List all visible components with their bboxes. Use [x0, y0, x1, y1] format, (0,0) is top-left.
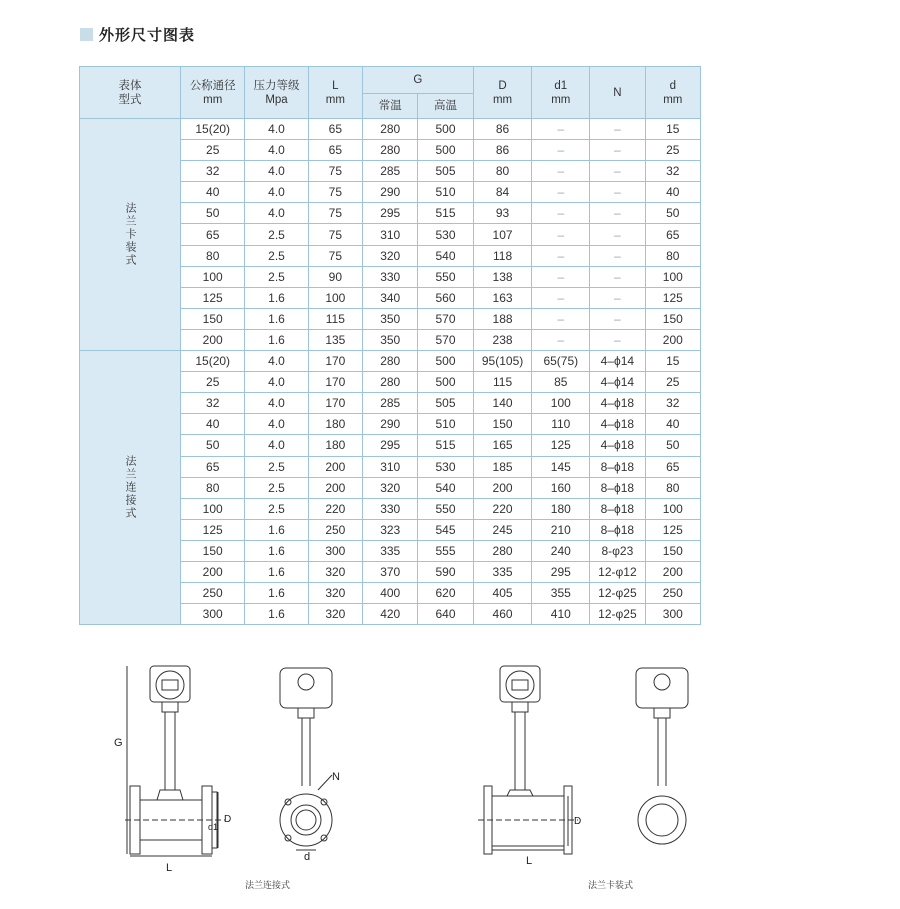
table-cell: 500 — [418, 140, 473, 161]
flanged-caption: 法兰连接式 — [245, 881, 291, 891]
table-cell: 405 — [473, 583, 532, 604]
table-cell: 8-φ23 — [590, 540, 645, 561]
table-cell: 4.0 — [245, 140, 308, 161]
table-cell: 180 — [308, 414, 362, 435]
table-cell: 1.6 — [245, 308, 308, 329]
table-cell: 460 — [473, 604, 532, 625]
table-cell: – — [532, 140, 590, 161]
table-cell: 8–ϕ18 — [590, 519, 645, 540]
table-row — [80, 119, 701, 140]
header-pressure-label: 压力等级 Mpa — [253, 79, 300, 106]
table-cell: 510 — [418, 182, 473, 203]
table-cell: 32 — [181, 393, 245, 414]
table-cell: 200 — [181, 561, 245, 582]
table-cell: 238 — [473, 329, 532, 350]
table-cell: 118 — [473, 245, 532, 266]
table-cell: 370 — [363, 561, 418, 582]
table-cell: 8–ϕ18 — [590, 456, 645, 477]
table-cell: – — [590, 287, 645, 308]
table-cell: – — [590, 119, 645, 140]
table-cell: 300 — [308, 540, 362, 561]
table-cell: 8–ϕ18 — [590, 498, 645, 519]
header-L-label: L mm — [325, 79, 345, 106]
table-cell: 320 — [308, 561, 362, 582]
table-cell: 75 — [308, 182, 362, 203]
table-cell: 180 — [532, 498, 590, 519]
wafer-front-view — [484, 666, 572, 854]
table-cell: 12-φ25 — [590, 604, 645, 625]
table-cell: 2.5 — [245, 224, 308, 245]
table-cell: 86 — [473, 140, 532, 161]
table-cell: 420 — [363, 604, 418, 625]
header-L — [308, 67, 362, 119]
table-cell: 1.6 — [245, 287, 308, 308]
table-cell: 400 — [363, 583, 418, 604]
table-cell: 15 — [645, 351, 700, 372]
table-cell: 80 — [181, 245, 245, 266]
header-G-normal: 常温 — [363, 94, 418, 119]
table-cell: 65 — [308, 119, 362, 140]
table-cell: 4–ϕ18 — [590, 393, 645, 414]
table-cell: 85 — [532, 372, 590, 393]
table-cell: 65 — [181, 456, 245, 477]
table-cell: 200 — [181, 329, 245, 350]
table-cell: 1.6 — [245, 540, 308, 561]
header-d-label: d mm — [663, 79, 683, 106]
table-cell: 25 — [645, 140, 700, 161]
table-cell: 330 — [363, 498, 418, 519]
table-cell: 295 — [532, 561, 590, 582]
table-cell: 330 — [363, 266, 418, 287]
label-G: G — [114, 737, 123, 749]
table-cell: – — [590, 329, 645, 350]
table-cell: 50 — [645, 203, 700, 224]
table-cell: – — [590, 224, 645, 245]
header-nominal-label: 公称通径 mm — [189, 79, 236, 106]
table-cell: 220 — [308, 498, 362, 519]
table-cell: – — [532, 182, 590, 203]
table-cell: 107 — [473, 224, 532, 245]
table-cell: 25 — [645, 372, 700, 393]
table-cell: – — [590, 245, 645, 266]
table-cell: 515 — [418, 203, 473, 224]
table-cell: 180 — [308, 435, 362, 456]
table-cell: 4.0 — [245, 435, 308, 456]
table-cell: 545 — [418, 519, 473, 540]
header-D-label: D mm — [492, 79, 513, 106]
table-cell: 280 — [363, 351, 418, 372]
table-cell: 530 — [418, 456, 473, 477]
table-cell: 320 — [308, 604, 362, 625]
flanged-side-view — [280, 668, 332, 846]
table-cell: 150 — [645, 540, 700, 561]
table-cell: 125 — [645, 287, 700, 308]
header-pressure — [245, 67, 308, 119]
table-cell: 335 — [473, 561, 532, 582]
table-cell: 50 — [181, 203, 245, 224]
table-cell: 125 — [181, 287, 245, 308]
table-cell: 620 — [418, 583, 473, 604]
header-N: N — [590, 67, 645, 119]
table-cell: 515 — [418, 435, 473, 456]
table-cell: – — [590, 203, 645, 224]
table-cell: 280 — [363, 140, 418, 161]
table-cell: 505 — [418, 161, 473, 182]
table-cell: 300 — [181, 604, 245, 625]
table-cell: 125 — [181, 519, 245, 540]
table-cell: 185 — [473, 456, 532, 477]
table-cell: 4.0 — [245, 372, 308, 393]
table-cell: 410 — [532, 604, 590, 625]
header-d1 — [532, 67, 590, 119]
table-cell: 65 — [181, 224, 245, 245]
table-cell: 140 — [473, 393, 532, 414]
table-cell: 2.5 — [245, 245, 308, 266]
table-cell: 40 — [645, 414, 700, 435]
table-cell: 100 — [181, 498, 245, 519]
table-cell: 4.0 — [245, 161, 308, 182]
table-cell: – — [532, 245, 590, 266]
table-cell: 80 — [645, 477, 700, 498]
table-cell: 640 — [418, 604, 473, 625]
table-cell: 25 — [181, 372, 245, 393]
table-cell: 4–ϕ18 — [590, 414, 645, 435]
table-cell: 1.6 — [245, 561, 308, 582]
table-cell: 245 — [473, 519, 532, 540]
table-cell: 32 — [181, 161, 245, 182]
wafer-side-view — [636, 668, 688, 844]
table-cell: 1.6 — [245, 583, 308, 604]
table-cell: 530 — [418, 224, 473, 245]
table-cell: 115 — [473, 372, 532, 393]
table-cell: – — [532, 329, 590, 350]
table-cell: 65(75) — [532, 351, 590, 372]
table-cell: 50 — [181, 435, 245, 456]
table-cell: 200 — [645, 561, 700, 582]
table-cell: 80 — [473, 161, 532, 182]
table-cell: 300 — [645, 604, 700, 625]
table-cell: 110 — [532, 414, 590, 435]
table-cell: 2.5 — [245, 498, 308, 519]
table-cell: 170 — [308, 393, 362, 414]
table-cell: 285 — [363, 161, 418, 182]
table-cell: – — [532, 224, 590, 245]
table-cell: 84 — [473, 182, 532, 203]
table-cell: – — [532, 119, 590, 140]
table-cell: 95(105) — [473, 351, 532, 372]
table-cell: 200 — [308, 456, 362, 477]
table-cell: 280 — [363, 372, 418, 393]
table-cell: 125 — [645, 519, 700, 540]
table-cell: 90 — [308, 266, 362, 287]
table-cell: – — [532, 203, 590, 224]
table-cell: 2.5 — [245, 266, 308, 287]
dimension-drawings — [0, 650, 900, 905]
table-cell: 80 — [645, 245, 700, 266]
table-cell: 145 — [532, 456, 590, 477]
table-cell: 350 — [363, 308, 418, 329]
table-cell: 50 — [645, 435, 700, 456]
table-cell: 2.5 — [245, 456, 308, 477]
table-cell: 1.6 — [245, 329, 308, 350]
table-cell: 220 — [473, 498, 532, 519]
header-d1-label: d1 mm — [551, 79, 571, 106]
header-type — [80, 67, 181, 119]
table-cell: 290 — [363, 182, 418, 203]
dimension-table — [79, 66, 701, 625]
table-cell: 100 — [308, 287, 362, 308]
table-cell: 75 — [308, 245, 362, 266]
table-cell: 310 — [363, 456, 418, 477]
header-nominal — [181, 67, 245, 119]
table-cell: 100 — [645, 498, 700, 519]
table-cell: 295 — [363, 203, 418, 224]
table-cell: 165 — [473, 435, 532, 456]
table-cell: 500 — [418, 372, 473, 393]
table-cell: 65 — [645, 224, 700, 245]
table-cell: 550 — [418, 266, 473, 287]
table-cell: – — [532, 287, 590, 308]
table-cell: 320 — [363, 245, 418, 266]
table-cell: 590 — [418, 561, 473, 582]
header-D — [473, 67, 532, 119]
label-d: d — [304, 851, 311, 863]
table-cell: 4.0 — [245, 182, 308, 203]
table-cell: – — [590, 308, 645, 329]
table-cell: 320 — [308, 583, 362, 604]
table-cell: 570 — [418, 329, 473, 350]
table-cell: 15 — [645, 119, 700, 140]
table-cell: 115 — [308, 308, 362, 329]
table-cell: 150 — [181, 540, 245, 561]
label-D-wafer: D — [574, 816, 582, 827]
table-cell: 80 — [181, 477, 245, 498]
table-cell: 285 — [363, 393, 418, 414]
table-cell: 295 — [363, 435, 418, 456]
table-cell: – — [590, 140, 645, 161]
table-cell: 570 — [418, 308, 473, 329]
table-row — [80, 351, 701, 372]
table-cell: 540 — [418, 477, 473, 498]
table-cell: 323 — [363, 519, 418, 540]
table-cell: – — [590, 182, 645, 203]
table-cell: 40 — [181, 414, 245, 435]
table-cell: 4.0 — [245, 393, 308, 414]
table-cell: 15(20) — [181, 351, 245, 372]
table-cell: 65 — [645, 456, 700, 477]
table-cell: 32 — [645, 161, 700, 182]
table-cell: 188 — [473, 308, 532, 329]
table-cell: 200 — [645, 329, 700, 350]
table-cell: 150 — [181, 308, 245, 329]
table-cell: 500 — [418, 351, 473, 372]
table-body — [80, 119, 701, 625]
table-cell: – — [590, 266, 645, 287]
header-G-high: 高温 — [418, 94, 473, 119]
table-cell: 75 — [308, 203, 362, 224]
table-cell: 170 — [308, 351, 362, 372]
title-text: 外形尺寸图表 — [99, 25, 196, 44]
table-cell: – — [532, 308, 590, 329]
table-cell: 100 — [532, 393, 590, 414]
section-title — [80, 22, 195, 46]
table-cell: 15(20) — [181, 119, 245, 140]
table-cell: 280 — [473, 540, 532, 561]
table-cell: 210 — [532, 519, 590, 540]
table-cell: 250 — [308, 519, 362, 540]
table-cell: 8–ϕ18 — [590, 477, 645, 498]
table-cell: 500 — [418, 119, 473, 140]
table-cell: 32 — [645, 393, 700, 414]
table-cell: 240 — [532, 540, 590, 561]
table-cell: 163 — [473, 287, 532, 308]
table-cell: 250 — [645, 583, 700, 604]
table-cell: 4–ϕ14 — [590, 372, 645, 393]
table-cell: 550 — [418, 498, 473, 519]
table-cell: 150 — [645, 308, 700, 329]
label-L-flanged: L — [166, 862, 173, 874]
table-cell: 160 — [532, 477, 590, 498]
flanged-front-view — [130, 666, 217, 854]
table-cell: 138 — [473, 266, 532, 287]
table-cell: 350 — [363, 329, 418, 350]
label-d1: d1 — [208, 822, 219, 832]
table-cell: 93 — [473, 203, 532, 224]
table-cell: 4–ϕ18 — [590, 435, 645, 456]
table-cell: 355 — [532, 583, 590, 604]
table-cell: 290 — [363, 414, 418, 435]
table-cell: 250 — [181, 583, 245, 604]
table-cell: 200 — [308, 477, 362, 498]
table-cell: 100 — [645, 266, 700, 287]
wafer-caption: 法兰卡装式 — [588, 881, 634, 891]
table-cell: 4.0 — [245, 119, 308, 140]
table-cell: 65 — [308, 140, 362, 161]
table-cell: 75 — [308, 161, 362, 182]
table-cell: 40 — [645, 182, 700, 203]
table-cell: 150 — [473, 414, 532, 435]
table-cell: 40 — [181, 182, 245, 203]
table-cell: 4.0 — [245, 414, 308, 435]
table-cell: 310 — [363, 224, 418, 245]
table-cell: – — [590, 161, 645, 182]
table-cell: 320 — [363, 477, 418, 498]
table-cell: 4–ϕ14 — [590, 351, 645, 372]
table-cell: 75 — [308, 224, 362, 245]
table-cell: 555 — [418, 540, 473, 561]
table-cell: 505 — [418, 393, 473, 414]
table-cell: 200 — [473, 477, 532, 498]
table-cell: 540 — [418, 245, 473, 266]
table-cell: 4.0 — [245, 203, 308, 224]
table-cell: 340 — [363, 287, 418, 308]
header-type-label: 表体 型式 — [118, 79, 142, 106]
label-D-flanged: D — [224, 814, 232, 825]
table-cell: 25 — [181, 140, 245, 161]
group-label: 法兰连接式 — [80, 351, 181, 625]
title-square-icon — [80, 28, 93, 41]
table-cell: 280 — [363, 119, 418, 140]
table-cell: 2.5 — [245, 477, 308, 498]
header-d — [645, 67, 700, 119]
table-cell: 86 — [473, 119, 532, 140]
drawings-area — [0, 650, 900, 905]
group-label: 法兰卡装式 — [80, 119, 181, 351]
table-cell: 1.6 — [245, 604, 308, 625]
table-cell: 170 — [308, 372, 362, 393]
table-cell: 12-φ12 — [590, 561, 645, 582]
label-N: N — [332, 771, 340, 783]
label-L-wafer: L — [526, 855, 533, 867]
table-cell: – — [532, 266, 590, 287]
table-cell: 4.0 — [245, 351, 308, 372]
table-cell: 12-φ25 — [590, 583, 645, 604]
table-cell: 1.6 — [245, 519, 308, 540]
table-cell: 135 — [308, 329, 362, 350]
header-G: G — [363, 67, 474, 94]
table-cell: – — [532, 161, 590, 182]
table-cell: 125 — [532, 435, 590, 456]
table-cell: 510 — [418, 414, 473, 435]
table-cell: 560 — [418, 287, 473, 308]
table-cell: 100 — [181, 266, 245, 287]
table-cell: 335 — [363, 540, 418, 561]
